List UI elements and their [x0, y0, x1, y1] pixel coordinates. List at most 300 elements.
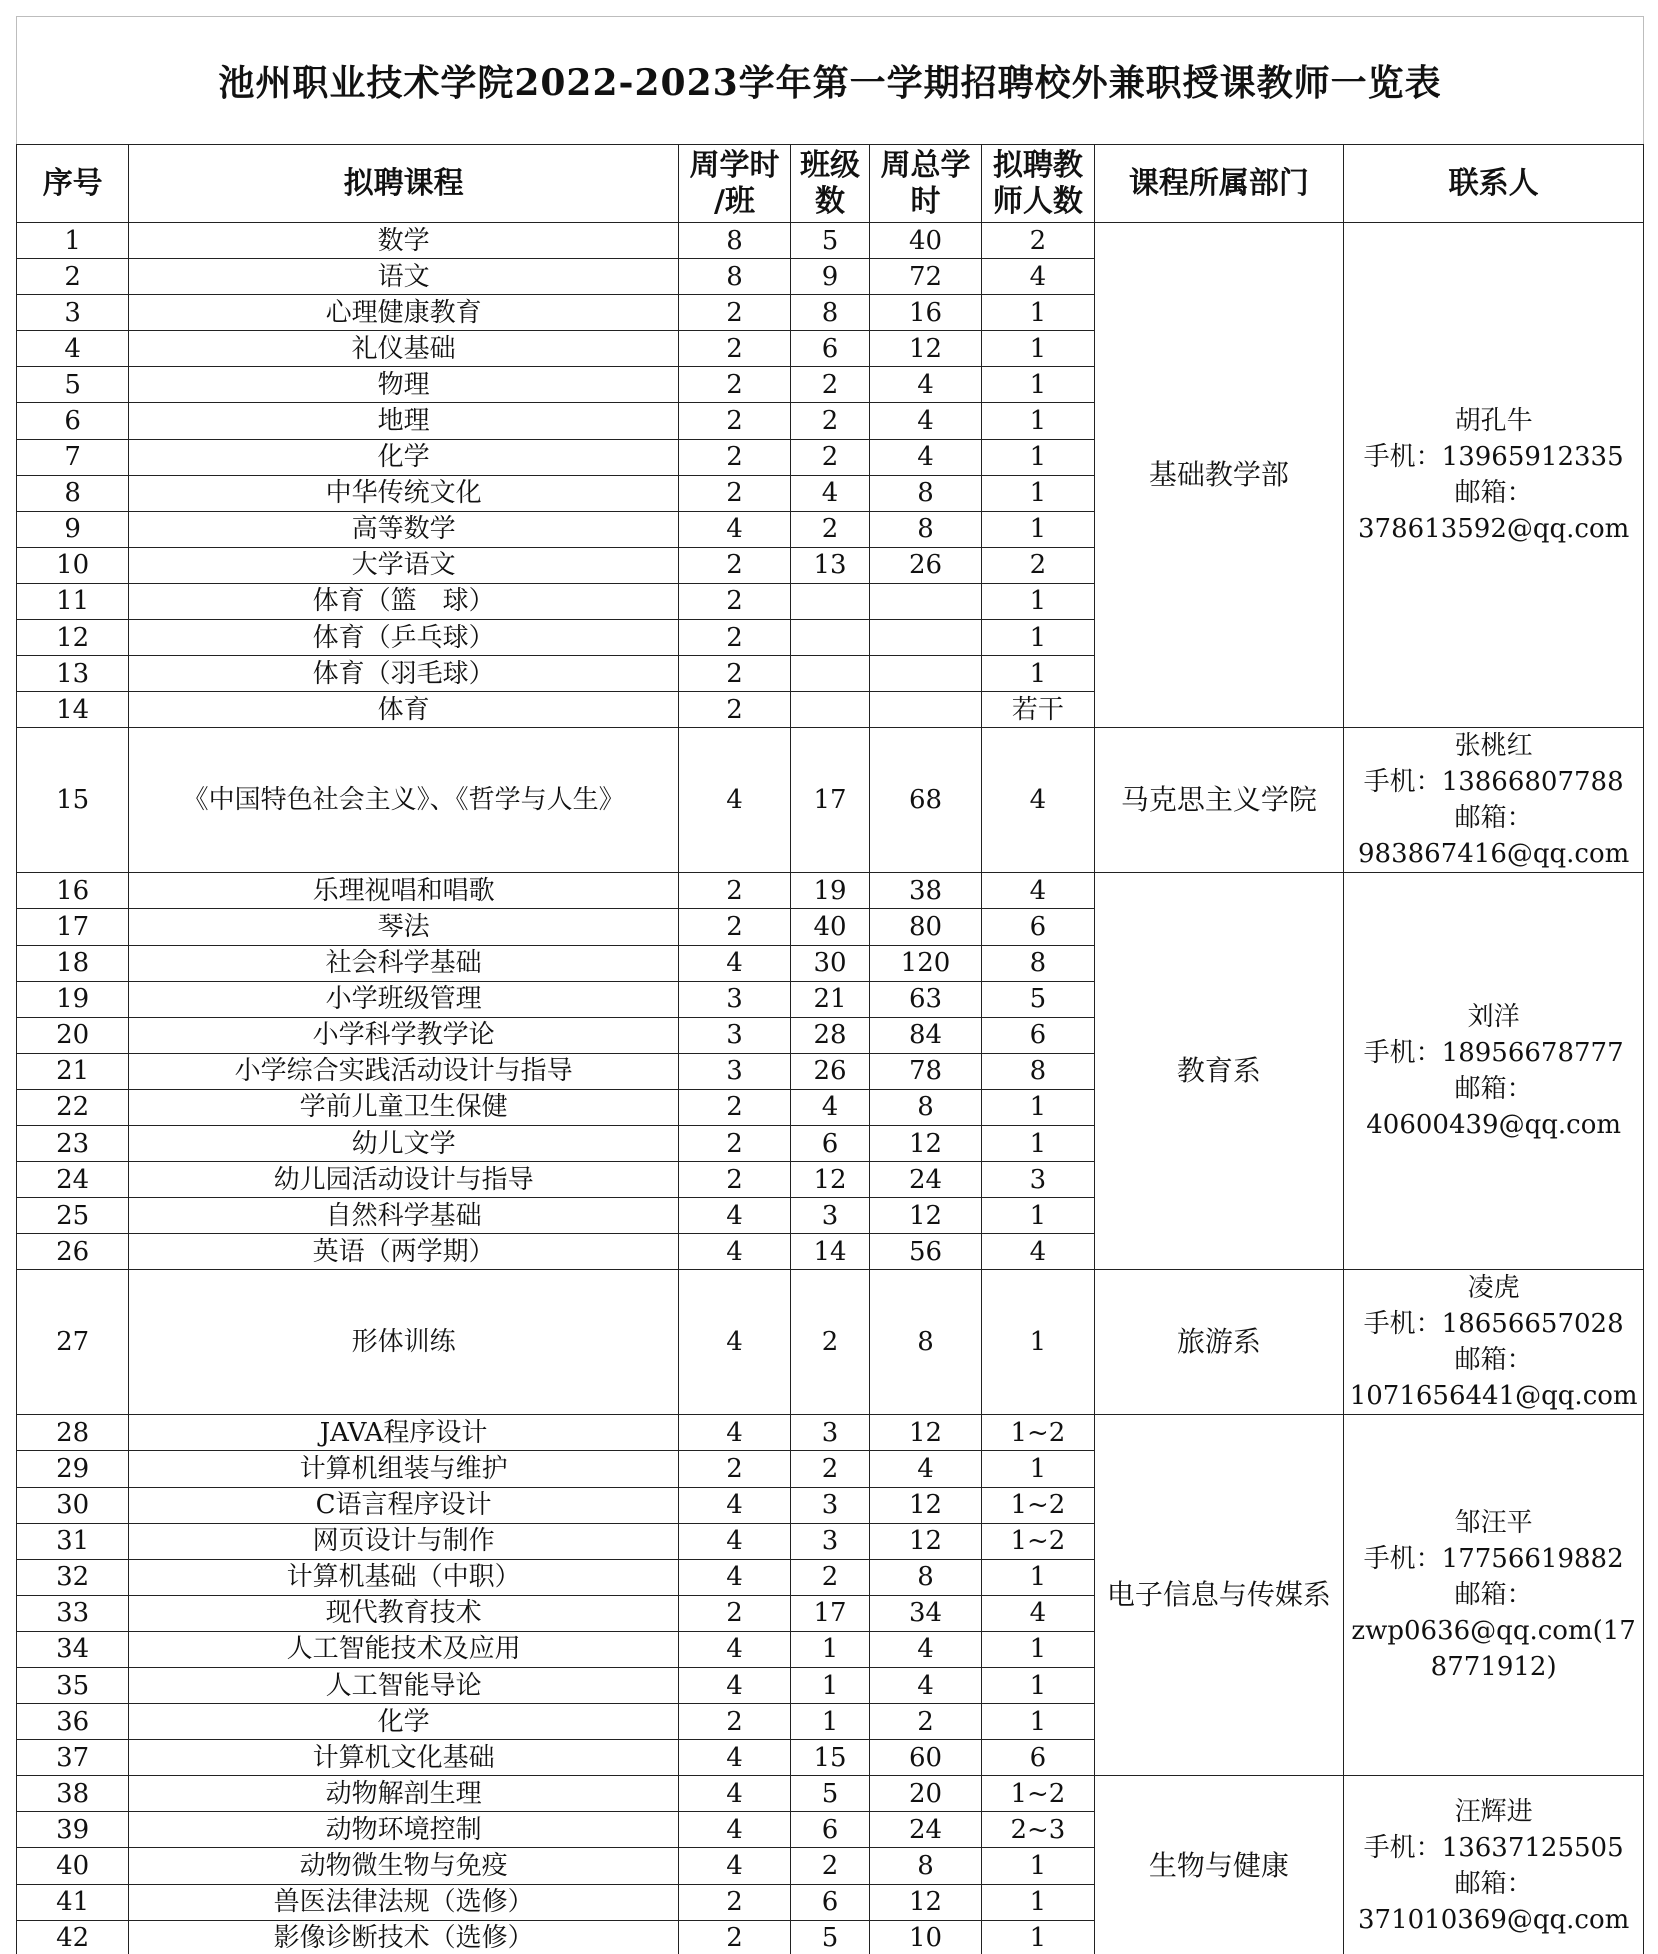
cell-seq: 28	[17, 1415, 129, 1451]
cell-course: 乐理视唱和唱歌	[129, 873, 678, 909]
cell-course: 现代教育技术	[129, 1595, 678, 1631]
cell-teachers: 8	[982, 1053, 1094, 1089]
cell-classes: 3	[791, 1415, 870, 1451]
cell-total-hours: 8	[869, 1559, 981, 1595]
header-seq: 序号	[17, 145, 129, 223]
cell-seq: 26	[17, 1234, 129, 1270]
cell-weekly-hours: 2	[678, 547, 790, 583]
cell-seq: 16	[17, 873, 129, 909]
cell-seq: 33	[17, 1595, 129, 1631]
contact-email: 40600439@qq.com	[1366, 1110, 1622, 1141]
cell-teachers: 1	[982, 331, 1094, 367]
cell-classes: 21	[791, 981, 870, 1017]
header-teachers: 拟聘教 师人数	[982, 145, 1094, 223]
cell-teachers: 1	[982, 656, 1094, 692]
cell-classes: 17	[791, 728, 870, 873]
cell-total-hours: 8	[869, 1089, 981, 1125]
cell-classes: 15	[791, 1740, 870, 1776]
contact-email: 371010369@qq.com	[1357, 1905, 1630, 1936]
cell-total-hours: 26	[869, 547, 981, 583]
cell-total-hours: 12	[869, 1125, 981, 1161]
cell-course: 物理	[129, 367, 678, 403]
cell-classes: 2	[791, 1270, 870, 1415]
cell-teachers: 8	[982, 945, 1094, 981]
cell-weekly-hours: 3	[678, 981, 790, 1017]
cell-teachers: 1	[982, 1125, 1094, 1161]
cell-classes: 4	[791, 475, 870, 511]
cell-classes: 13	[791, 547, 870, 583]
cell-weekly-hours: 4	[678, 945, 790, 981]
header-row	[17, 145, 1644, 223]
table-row	[17, 728, 1644, 873]
cell-classes: 5	[791, 1776, 870, 1812]
contact-email: 983867416@qq.com	[1357, 839, 1630, 870]
contact-name: 凌虎	[1467, 1273, 1520, 1304]
header-weekly-hours: 周学时 /班	[678, 145, 790, 223]
cell-teachers: 1	[982, 511, 1094, 547]
cell-total-hours	[869, 583, 981, 619]
cell-total-hours: 12	[869, 331, 981, 367]
cell-seq: 40	[17, 1848, 129, 1884]
cell-teachers: 4	[982, 259, 1094, 295]
cell-total-hours: 34	[869, 1595, 981, 1631]
cell-course: 幼儿文学	[129, 1125, 678, 1161]
cell-department: 生物与健康	[1094, 1776, 1344, 1954]
cell-department: 电子信息与传媒系	[1094, 1415, 1344, 1776]
cell-teachers: 6	[982, 1017, 1094, 1053]
cell-weekly-hours: 4	[678, 1848, 790, 1884]
cell-total-hours: 12	[869, 1415, 981, 1451]
cell-weekly-hours: 2	[678, 620, 790, 656]
cell-seq: 32	[17, 1559, 129, 1595]
document-sheet	[16, 16, 1646, 1954]
cell-seq: 36	[17, 1704, 129, 1740]
cell-weekly-hours: 2	[678, 873, 790, 909]
cell-teachers: 1~2	[982, 1523, 1094, 1559]
cell-course: 计算机组装与维护	[129, 1451, 678, 1487]
contact-phone: 手机：13637125505	[1363, 1833, 1624, 1864]
cell-classes: 4	[791, 1089, 870, 1125]
cell-classes: 14	[791, 1234, 870, 1270]
cell-teachers: 1	[982, 1451, 1094, 1487]
cell-weekly-hours: 4	[678, 1812, 790, 1848]
cell-classes: 17	[791, 1595, 870, 1631]
cell-teachers: 1	[982, 295, 1094, 331]
cell-total-hours: 4	[869, 367, 981, 403]
cell-total-hours: 16	[869, 295, 981, 331]
cell-seq: 11	[17, 583, 129, 619]
cell-course: 计算机基础（中职）	[129, 1559, 678, 1595]
cell-course: 中华传统文化	[129, 475, 678, 511]
cell-seq: 30	[17, 1487, 129, 1523]
cell-total-hours: 2	[869, 1704, 981, 1740]
cell-classes: 2	[791, 1451, 870, 1487]
cell-total-hours: 12	[869, 1198, 981, 1234]
cell-total-hours: 63	[869, 981, 981, 1017]
cell-weekly-hours: 8	[678, 259, 790, 295]
contact-phone: 手机：17756619882	[1363, 1544, 1624, 1575]
cell-weekly-hours: 2	[678, 475, 790, 511]
cell-total-hours: 8	[869, 475, 981, 511]
cell-teachers: 1~2	[982, 1776, 1094, 1812]
cell-seq: 15	[17, 728, 129, 873]
page-title: 池州职业技术学院2022-2023学年第一学期招聘校外兼职授课教师一览表	[218, 62, 1442, 104]
cell-classes: 3	[791, 1198, 870, 1234]
cell-total-hours	[869, 692, 981, 728]
cell-weekly-hours: 2	[678, 909, 790, 945]
cell-course: 《中国特色社会主义》、《哲学与人生》	[129, 728, 678, 873]
cell-weekly-hours: 2	[678, 1451, 790, 1487]
cell-teachers: 1	[982, 1848, 1094, 1884]
cell-course: 动物解剖生理	[129, 1776, 678, 1812]
cell-weekly-hours: 2	[678, 1884, 790, 1920]
cell-classes: 12	[791, 1162, 870, 1198]
cell-course: 化学	[129, 439, 678, 475]
cell-total-hours: 4	[869, 1631, 981, 1667]
contact-email: 1071656441@qq.com	[1349, 1381, 1638, 1412]
cell-total-hours: 4	[869, 1451, 981, 1487]
cell-seq: 34	[17, 1631, 129, 1667]
contact-email: 378613592@qq.com	[1357, 514, 1630, 545]
cell-classes: 6	[791, 331, 870, 367]
cell-classes: 1	[791, 1704, 870, 1740]
cell-seq: 2	[17, 259, 129, 295]
cell-teachers: 2	[982, 223, 1094, 259]
cell-teachers: 4	[982, 728, 1094, 873]
cell-course: 社会科学基础	[129, 945, 678, 981]
cell-classes: 6	[791, 1125, 870, 1161]
cell-seq: 3	[17, 295, 129, 331]
cell-seq: 10	[17, 547, 129, 583]
cell-seq: 31	[17, 1523, 129, 1559]
cell-weekly-hours: 4	[678, 511, 790, 547]
cell-total-hours: 10	[869, 1920, 981, 1954]
table-body	[17, 223, 1644, 1954]
cell-weekly-hours: 2	[678, 295, 790, 331]
cell-teachers: 2~3	[982, 1812, 1094, 1848]
cell-classes: 1	[791, 1668, 870, 1704]
contact-phone: 手机：13965912335	[1363, 442, 1624, 473]
cell-course: 幼儿园活动设计与指导	[129, 1162, 678, 1198]
cell-course: 琴法	[129, 909, 678, 945]
cell-contact	[1344, 223, 1644, 728]
header-course: 拟聘课程	[129, 145, 678, 223]
cell-course: 体育（篮 球）	[129, 583, 678, 619]
cell-contact	[1344, 873, 1644, 1270]
cell-course: 礼仪基础	[129, 331, 678, 367]
cell-course: 体育（羽毛球）	[129, 656, 678, 692]
cell-course: 化学	[129, 1704, 678, 1740]
cell-classes: 5	[791, 223, 870, 259]
cell-total-hours: 24	[869, 1812, 981, 1848]
cell-classes	[791, 656, 870, 692]
cell-weekly-hours: 4	[678, 1631, 790, 1667]
cell-weekly-hours: 2	[678, 656, 790, 692]
cell-course: 形体训练	[129, 1270, 678, 1415]
cell-teachers: 1	[982, 1668, 1094, 1704]
cell-seq: 39	[17, 1812, 129, 1848]
cell-seq: 21	[17, 1053, 129, 1089]
cell-teachers: 若干	[982, 692, 1094, 728]
cell-weekly-hours: 4	[678, 1523, 790, 1559]
cell-seq: 17	[17, 909, 129, 945]
cell-weekly-hours: 2	[678, 583, 790, 619]
cell-seq: 42	[17, 1920, 129, 1954]
cell-classes: 2	[791, 511, 870, 547]
cell-seq: 4	[17, 331, 129, 367]
cell-teachers: 2	[982, 547, 1094, 583]
cell-total-hours: 24	[869, 1162, 981, 1198]
cell-seq: 9	[17, 511, 129, 547]
cell-total-hours: 78	[869, 1053, 981, 1089]
table-row	[17, 1270, 1644, 1415]
cell-teachers: 6	[982, 1740, 1094, 1776]
cell-total-hours: 20	[869, 1776, 981, 1812]
cell-seq: 1	[17, 223, 129, 259]
cell-course: 动物环境控制	[129, 1812, 678, 1848]
cell-teachers: 5	[982, 981, 1094, 1017]
cell-classes: 8	[791, 295, 870, 331]
cell-total-hours: 120	[869, 945, 981, 981]
cell-classes: 2	[791, 1559, 870, 1595]
cell-department: 教育系	[1094, 873, 1344, 1270]
cell-seq: 19	[17, 981, 129, 1017]
cell-weekly-hours: 2	[678, 439, 790, 475]
cell-classes	[791, 620, 870, 656]
cell-teachers: 1	[982, 1270, 1094, 1415]
cell-total-hours: 12	[869, 1523, 981, 1559]
cell-weekly-hours: 2	[678, 367, 790, 403]
cell-teachers: 1	[982, 439, 1094, 475]
cell-classes: 3	[791, 1487, 870, 1523]
cell-weekly-hours: 2	[678, 1595, 790, 1631]
cell-total-hours: 12	[869, 1884, 981, 1920]
cell-teachers: 3	[982, 1162, 1094, 1198]
table-row	[17, 223, 1644, 259]
cell-weekly-hours: 8	[678, 223, 790, 259]
cell-weekly-hours: 2	[678, 1162, 790, 1198]
cell-course: 英语（两学期）	[129, 1234, 678, 1270]
cell-classes: 2	[791, 1848, 870, 1884]
cell-weekly-hours: 3	[678, 1017, 790, 1053]
cell-course: 数学	[129, 223, 678, 259]
cell-classes: 9	[791, 259, 870, 295]
header-classes: 班级 数	[791, 145, 870, 223]
cell-weekly-hours: 4	[678, 1668, 790, 1704]
cell-total-hours: 56	[869, 1234, 981, 1270]
cell-seq: 5	[17, 367, 129, 403]
table-row	[17, 873, 1644, 909]
cell-classes: 30	[791, 945, 870, 981]
cell-course: 语文	[129, 259, 678, 295]
cell-seq: 6	[17, 403, 129, 439]
cell-course: 体育（乒乓球）	[129, 620, 678, 656]
cell-weekly-hours: 4	[678, 1198, 790, 1234]
contact-email-label: 邮箱：	[1454, 478, 1533, 509]
cell-course: JAVA程序设计	[129, 1415, 678, 1451]
cell-department: 基础教学部	[1094, 223, 1344, 728]
cell-teachers: 1~2	[982, 1487, 1094, 1523]
title-box	[16, 16, 1644, 144]
cell-classes: 28	[791, 1017, 870, 1053]
contact-name: 邹汪平	[1454, 1508, 1533, 1539]
cell-course: 影像诊断技术（选修）	[129, 1920, 678, 1954]
cell-teachers: 1	[982, 367, 1094, 403]
cell-weekly-hours: 2	[678, 403, 790, 439]
cell-classes: 2	[791, 403, 870, 439]
cell-weekly-hours: 2	[678, 1089, 790, 1125]
teacher-recruitment-table	[16, 144, 1644, 1954]
cell-course: 人工智能技术及应用	[129, 1631, 678, 1667]
cell-department: 旅游系	[1094, 1270, 1344, 1415]
cell-teachers: 1	[982, 620, 1094, 656]
cell-seq: 27	[17, 1270, 129, 1415]
cell-classes	[791, 692, 870, 728]
cell-teachers: 1	[982, 1631, 1094, 1667]
cell-course: 高等数学	[129, 511, 678, 547]
contact-email-label: 邮箱：	[1454, 1869, 1533, 1900]
contact-email-label: 邮箱：	[1454, 1074, 1533, 1105]
contact-phone: 手机：13866807788	[1363, 767, 1624, 798]
cell-classes: 26	[791, 1053, 870, 1089]
contact-name: 汪辉进	[1454, 1797, 1533, 1828]
cell-course: 学前儿童卫生保健	[129, 1089, 678, 1125]
cell-weekly-hours: 4	[678, 1487, 790, 1523]
cell-weekly-hours: 4	[678, 1415, 790, 1451]
cell-seq: 14	[17, 692, 129, 728]
cell-seq: 35	[17, 1668, 129, 1704]
cell-teachers: 4	[982, 873, 1094, 909]
cell-teachers: 1	[982, 1559, 1094, 1595]
cell-total-hours: 8	[869, 1848, 981, 1884]
header-contact: 联系人	[1344, 145, 1644, 223]
cell-department: 马克思主义学院	[1094, 728, 1344, 873]
contact-email-label: 邮箱：	[1454, 803, 1533, 834]
cell-classes: 40	[791, 909, 870, 945]
cell-teachers: 1	[982, 1884, 1094, 1920]
cell-total-hours	[869, 656, 981, 692]
cell-total-hours: 4	[869, 439, 981, 475]
cell-total-hours: 84	[869, 1017, 981, 1053]
cell-teachers: 4	[982, 1595, 1094, 1631]
cell-course: 兽医法律法规（选修）	[129, 1884, 678, 1920]
cell-total-hours	[869, 620, 981, 656]
cell-seq: 25	[17, 1198, 129, 1234]
cell-teachers: 1~2	[982, 1415, 1094, 1451]
cell-course: 小学班级管理	[129, 981, 678, 1017]
cell-total-hours: 4	[869, 1668, 981, 1704]
contact-name: 胡孔牛	[1454, 406, 1533, 437]
contact-email-label: 邮箱：	[1454, 1345, 1533, 1376]
cell-classes: 6	[791, 1884, 870, 1920]
cell-teachers: 1	[982, 583, 1094, 619]
cell-teachers: 4	[982, 1234, 1094, 1270]
cell-seq: 29	[17, 1451, 129, 1487]
cell-weekly-hours: 4	[678, 1740, 790, 1776]
table-row	[17, 1776, 1644, 1812]
cell-total-hours: 4	[869, 403, 981, 439]
cell-teachers: 1	[982, 1089, 1094, 1125]
cell-teachers: 6	[982, 909, 1094, 945]
cell-contact	[1344, 1270, 1644, 1415]
cell-weekly-hours: 3	[678, 1053, 790, 1089]
cell-course: C语言程序设计	[129, 1487, 678, 1523]
cell-seq: 20	[17, 1017, 129, 1053]
cell-weekly-hours: 2	[678, 1920, 790, 1954]
cell-classes: 6	[791, 1812, 870, 1848]
cell-course: 心理健康教育	[129, 295, 678, 331]
contact-phone: 手机：18656657028	[1363, 1309, 1624, 1340]
cell-seq: 18	[17, 945, 129, 981]
cell-course: 小学综合实践活动设计与指导	[129, 1053, 678, 1089]
contact-email-label: 邮箱：	[1454, 1580, 1533, 1611]
table-row	[17, 1415, 1644, 1451]
cell-teachers: 1	[982, 403, 1094, 439]
cell-total-hours: 80	[869, 909, 981, 945]
cell-seq: 8	[17, 475, 129, 511]
cell-course: 大学语文	[129, 547, 678, 583]
cell-seq: 23	[17, 1125, 129, 1161]
cell-teachers: 1	[982, 475, 1094, 511]
cell-contact	[1344, 728, 1644, 873]
cell-total-hours: 12	[869, 1487, 981, 1523]
cell-classes: 3	[791, 1523, 870, 1559]
cell-seq: 41	[17, 1884, 129, 1920]
cell-total-hours: 8	[869, 511, 981, 547]
cell-weekly-hours: 2	[678, 1125, 790, 1161]
cell-weekly-hours: 4	[678, 1776, 790, 1812]
cell-classes: 2	[791, 439, 870, 475]
cell-classes: 1	[791, 1631, 870, 1667]
cell-seq: 12	[17, 620, 129, 656]
cell-course: 体育	[129, 692, 678, 728]
cell-total-hours: 40	[869, 223, 981, 259]
contact-email: zwp0636@qq.com(178771912)	[1351, 1616, 1636, 1683]
cell-course: 地理	[129, 403, 678, 439]
header-department: 课程所属部门	[1094, 145, 1344, 223]
cell-total-hours: 72	[869, 259, 981, 295]
cell-seq: 24	[17, 1162, 129, 1198]
cell-course: 计算机文化基础	[129, 1740, 678, 1776]
cell-seq: 22	[17, 1089, 129, 1125]
contact-name: 刘洋	[1467, 1002, 1520, 1033]
cell-total-hours: 60	[869, 1740, 981, 1776]
cell-course: 自然科学基础	[129, 1198, 678, 1234]
cell-course: 网页设计与制作	[129, 1523, 678, 1559]
cell-weekly-hours: 2	[678, 692, 790, 728]
cell-classes	[791, 583, 870, 619]
cell-teachers: 1	[982, 1704, 1094, 1740]
header-total-hours: 周总学 时	[869, 145, 981, 223]
cell-teachers: 1	[982, 1198, 1094, 1234]
cell-classes: 5	[791, 1920, 870, 1954]
cell-teachers: 1	[982, 1920, 1094, 1954]
cell-total-hours: 38	[869, 873, 981, 909]
cell-weekly-hours: 4	[678, 1234, 790, 1270]
cell-weekly-hours: 4	[678, 1270, 790, 1415]
cell-weekly-hours: 4	[678, 1559, 790, 1595]
cell-seq: 7	[17, 439, 129, 475]
cell-contact	[1344, 1415, 1644, 1776]
cell-weekly-hours: 2	[678, 331, 790, 367]
contact-name: 张桃红	[1454, 731, 1533, 762]
cell-total-hours: 68	[869, 728, 981, 873]
cell-weekly-hours: 4	[678, 728, 790, 873]
cell-contact	[1344, 1776, 1644, 1954]
cell-seq: 38	[17, 1776, 129, 1812]
cell-classes: 2	[791, 367, 870, 403]
cell-course: 小学科学教学论	[129, 1017, 678, 1053]
